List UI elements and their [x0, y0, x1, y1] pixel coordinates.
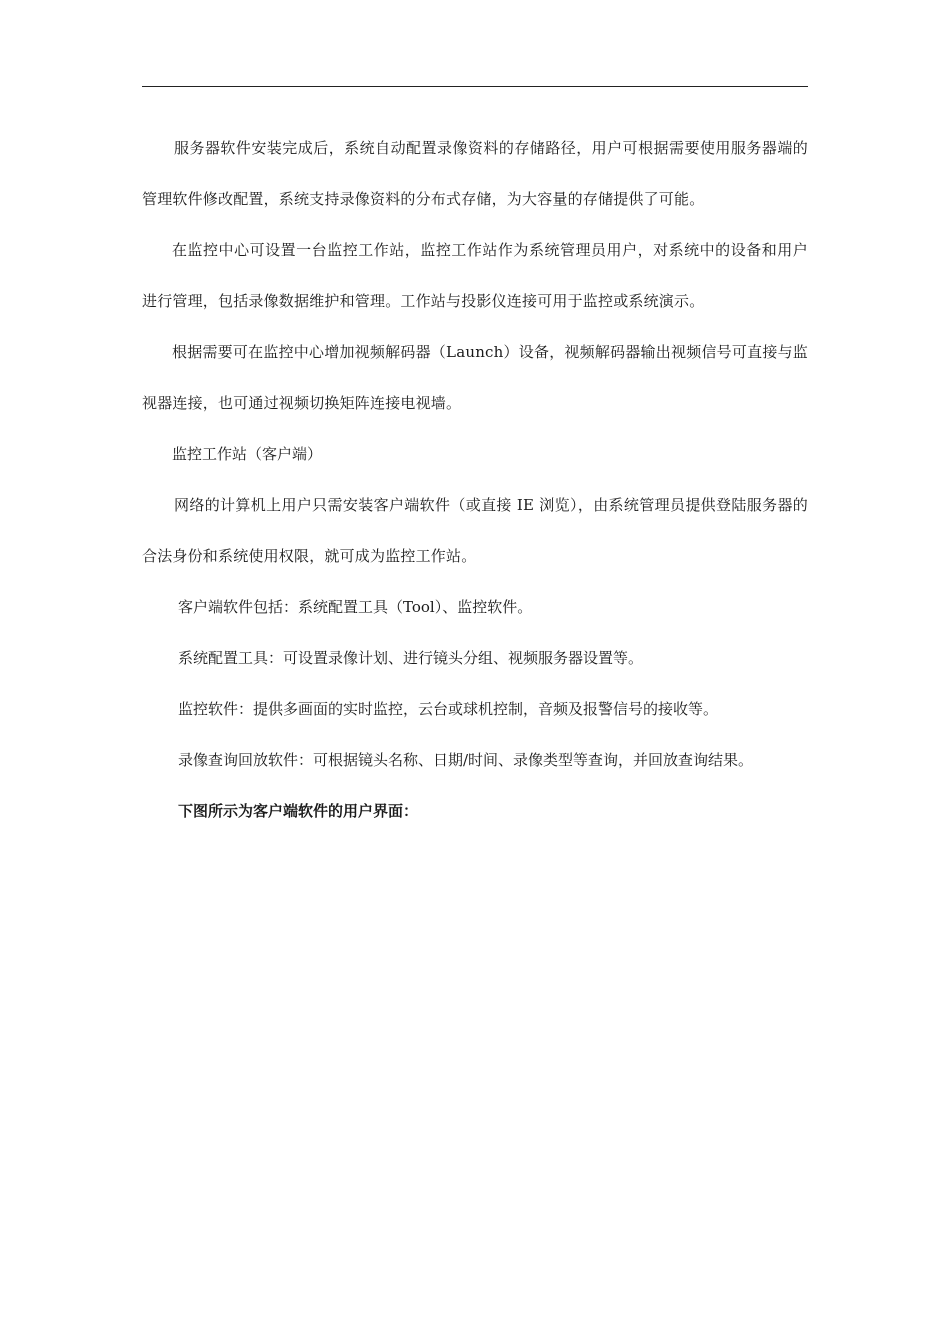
paragraph-client-software-includes: 客户端软件包括：系统配置工具（Tool）、监控软件。	[178, 598, 533, 616]
header-rule	[142, 86, 808, 87]
paragraph-monitoring-software: 监控软件：提供多画面的实时监控，云台或球机控制，音频及报警信号的接收等。	[178, 700, 719, 718]
paragraph-config-tool: 系统配置工具：可设置录像计划、进行镜头分组、视频服务器设置等。	[178, 649, 644, 667]
heading-monitoring-workstation: 监控工作站（客户端）	[172, 445, 323, 463]
paragraph-playback-software: 录像查询回放软件：可根据镜头名称、日期/时间、录像类型等查询，并回放查询结果。	[178, 751, 754, 769]
paragraph-ui-caption: 下图所示为客户端软件的用户界面：	[178, 802, 419, 820]
paragraph-video-decoder: 根据需要可在监控中心增加视频解码器（Launch）设备，视频解码器输出视频信号可直接与监视器连接，也可通过视频切换矩阵连接电视墙。	[142, 343, 808, 412]
paragraph-monitoring-center: 在监控中心可设置一台监控工作站，监控工作站作为系统管理员用户，对系统中的设备和用户进行管理，包括录像数据维护和管理。工作站与投影仪连接可用于监控或系统演示。	[142, 241, 808, 310]
paragraph-client-install: 网络的计算机上用户只需安装客户端软件（或直接 IE 浏览），由系统管理员提供登陆服务器的合法身份和系统使用权限，就可成为监控工作站。	[142, 496, 808, 565]
document-body	[142, 123, 808, 837]
paragraph-server-software: 服务器软件安装完成后，系统自动配置录像资料的存储路径，用户可根据需要使用服务器端的管理软件修改配置，系统支持录像资料的分布式存储，为大容量的存储提供了可能。	[142, 139, 808, 208]
